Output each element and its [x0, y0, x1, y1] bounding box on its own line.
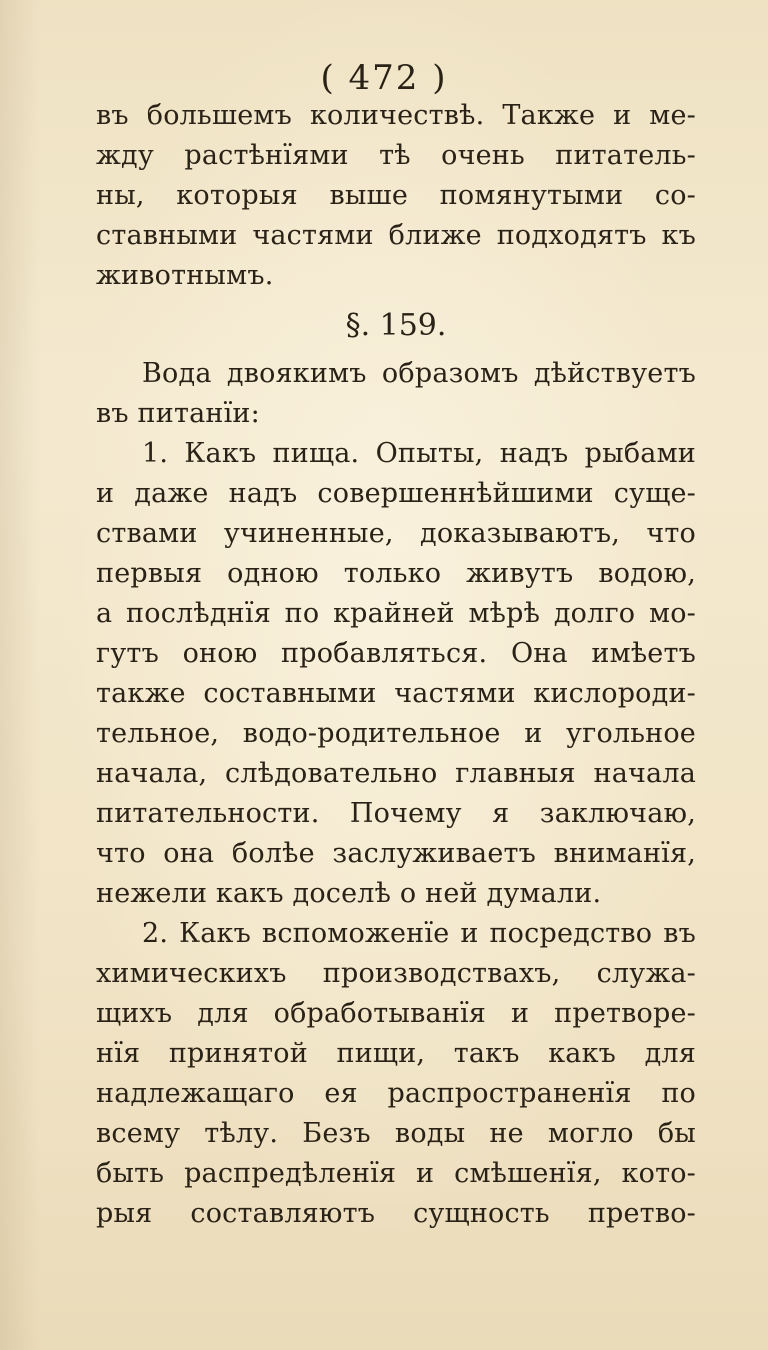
text-line: 2. Какъ вспоможенїе и посредство въ — [142, 918, 696, 949]
paragraph-continuation — [96, 96, 696, 296]
text-line: также составными частями кислороди- — [96, 678, 696, 709]
text-line: начала, слѣдовательно главныя начала — [96, 758, 696, 789]
text-line: надлежащаго ея распространенїя по — [96, 1078, 696, 1109]
text-line: всему тѣлу. Безъ воды не могло бы — [96, 1118, 696, 1149]
text-block — [96, 96, 696, 1234]
text-line: что она болѣе заслуживаетъ вниманїя, — [96, 838, 696, 869]
text-line: а послѣднїя по крайней мѣрѣ долго мо- — [96, 598, 696, 629]
text-line: нежели какъ доселѣ о ней думали. — [96, 878, 602, 909]
text-line: химическихъ производствахъ, служа- — [96, 958, 696, 989]
section-heading: §. 159. — [345, 308, 447, 343]
text-line: щихъ для обработыванїя и претворе- — [96, 998, 696, 1029]
text-line: ствами учиненные, доказываютъ, что — [96, 518, 696, 549]
text-line: питательности. Почему я заключаю, — [96, 798, 696, 829]
text-line: въ большемъ количествѣ. Также и ме- — [96, 100, 696, 131]
text-line: нїя принятой пищи, такъ какъ для — [96, 1038, 696, 1069]
text-line: тельное, водо-родительное и угольное — [96, 718, 696, 749]
text-line: рыя составляютъ сущность претво- — [96, 1198, 696, 1229]
paragraph-item-one — [96, 434, 696, 914]
text-line: первыя одною только живутъ водою, — [96, 558, 696, 589]
text-line: ставными частями ближе подходятъ къ — [96, 220, 696, 251]
text-line: 1. Какъ пища. Опыты, надъ рыбами — [142, 438, 696, 469]
text-line: Вода двоякимъ образомъ дѣйствуетъ — [142, 358, 696, 389]
paragraph-item-two — [96, 914, 696, 1234]
text-line: и даже надъ совершеннѣйшими суще- — [96, 478, 696, 509]
text-line: гутъ оною пробавляться. Она имѣетъ — [96, 638, 696, 669]
text-line: животнымъ. — [96, 260, 274, 291]
spine-shadow — [0, 0, 40, 1350]
text-line: жду растѣнїями тѣ очень питатель- — [96, 140, 696, 171]
paragraph-intro — [96, 354, 696, 434]
text-line: быть распредѣленїя и смѣшенїя, кото- — [96, 1158, 696, 1189]
text-line: въ питанїи: — [96, 398, 260, 429]
page-number: ( 472 ) — [320, 58, 448, 98]
text-line: ны, которыя выше помянутыми со- — [96, 180, 696, 211]
